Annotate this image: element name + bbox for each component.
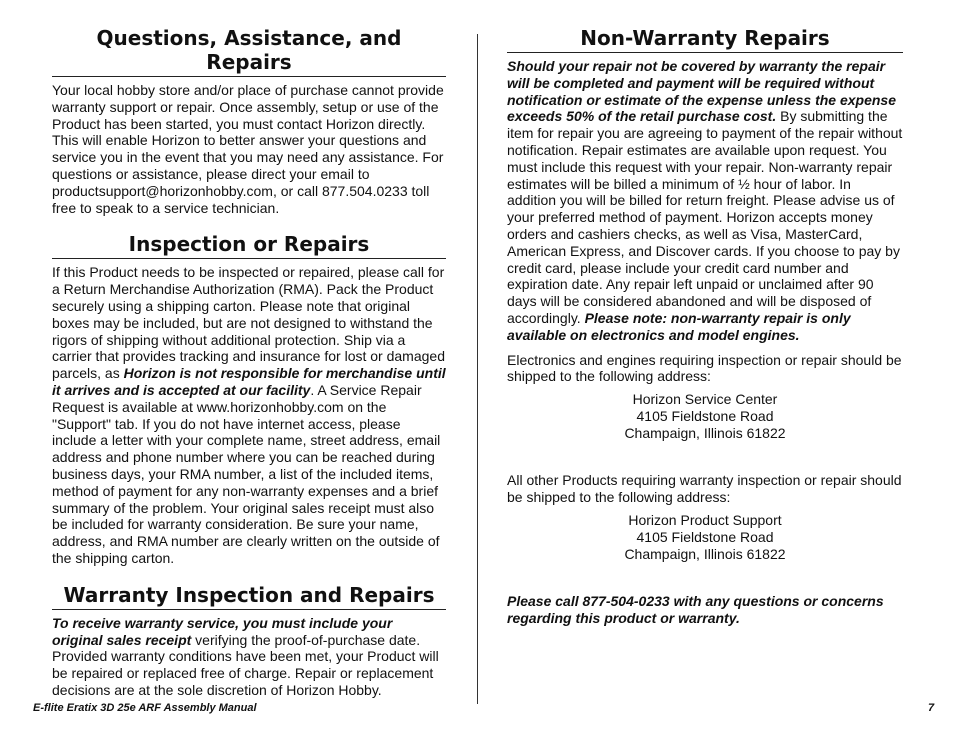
service-center-address: [507, 391, 903, 442]
closing-note: Please call 877-504-0233 with any questions or concerns regarding this product or warranty.: [507, 592, 884, 626]
address2-line2: 4105 Fieldstone Road: [636, 528, 774, 545]
inspection-body-a: If this Product needs to be inspected or repaired, please call for a Return Merchandise Authorization (RMA). Pack the Product securely using a shipping carton. Please note that original boxes may be included, but are not designed to withstand the rigors of shipping without additional protection. Ship via a carrier that provides tracking and insurance for lost or damaged parcels, as: [52, 264, 445, 382]
other-products-text: All other Products requiring warranty inspection or repair should be shipped to the following address:: [507, 472, 902, 505]
warranty-section: [52, 583, 446, 699]
column-divider: [477, 34, 478, 704]
address1-line1: Horizon Service Center: [632, 391, 778, 408]
nonwarranty-body-emphasis: Should your repair not be covered by warranty the repair will be completed and payment will be required without notification or estimate of the expense unless the expense exceeds 50% of the retail purchase cost.: [507, 58, 896, 125]
address2-line1: Horizon Product Support: [628, 511, 782, 528]
warranty-body-emphasis: To receive warranty service, you must include your original sales receipt: [52, 614, 393, 648]
inspection-section: [52, 232, 446, 566]
inspection-body-emphasis: Horizon is not responsible for merchandise until it arrives and is accepted at our facility: [52, 365, 446, 398]
address1-line3: Champaign, Illinois 61822: [624, 425, 786, 442]
nonwarranty-body-text: By submitting the item for repair you are agreeing to payment of the repair without notification. Repair estimates are available upon request. You must include this request with your repair. Non-warranty repair estimates will be billed a minimum of ½ hour of labor. In addition you will be billed for return freight. Please advise us of your preferred method of payment. Horizon accepts money orders and cashiers checks, as well as Visa, MasterCard, American Express, and Discover cards. If you choose to pay by credit card, please include your credit card number and expiration date. Any repair left unpaid or unclaimed after 90 days will be considered abandoned and will be disposed of accordingly.: [507, 108, 903, 326]
right-column: [507, 26, 903, 626]
warranty-body: [52, 615, 446, 699]
warranty-body-text: verifying the proof-of-purchase date. Provided warranty conditions have been met, your Product will be repaired or replaced free of charge. Repair or replacement decisions are at the sole discretion of Horizon Hobby.: [52, 631, 439, 698]
address1-line2: 4105 Fieldstone Road: [636, 408, 774, 425]
inspection-heading: Inspection or Repairs: [52, 232, 446, 259]
warranty-heading: Warranty Inspection and Repairs: [52, 583, 446, 610]
footer-page-number: 7: [928, 702, 935, 714]
questions-heading: Questions, Assistance, and Repairs: [52, 26, 446, 77]
nonwarranty-note: Please note: non-warranty repair is only available on electronics and model engines.: [507, 309, 851, 343]
inspection-body-b: . A Service Repair Request is available at www.horizonhobby.com on the "Support" tab. If you do not have internet access, please include a letter with your complete name, street address, email address and phone number where you can be reached during business days, your RMA number, a list of the included items, method of payment for any non-warranty expenses and a brief summary of the problem. Your original sales receipt must also be included for warranty consideration. Be sure your name, address, and RMA number are clearly written on the outside of the shipping carton.: [52, 381, 441, 566]
electronics-text: Electronics and engines requiring inspection or repair should be shipped to the following address:: [507, 351, 902, 385]
address2-line3: Champaign, Illinois 61822: [624, 545, 786, 562]
product-support-address: [507, 512, 903, 563]
footer-manual-title: E-flite Eratix 3D 25e ARF Assembly Manual: [33, 702, 257, 714]
nonwarranty-body: [507, 58, 903, 344]
inspection-body: [52, 264, 446, 566]
questions-body: Your local hobby store and/or place of purchase cannot provide warranty support or repair. Once assembly, setup or use of the Product has been started, you must contact Horizon directly. This will enable Horizon to better answer your questions and service you in the event that you may need any assistance. For questions or assistance, please direct your email to productsupport@horizonhobby.com, or call 877.504.0233 toll free to speak to a service technician.: [52, 82, 444, 216]
nonwarranty-section: [507, 26, 903, 344]
left-column: [52, 26, 446, 699]
nonwarranty-heading: Non-Warranty Repairs: [507, 26, 903, 53]
questions-section: [52, 26, 446, 216]
